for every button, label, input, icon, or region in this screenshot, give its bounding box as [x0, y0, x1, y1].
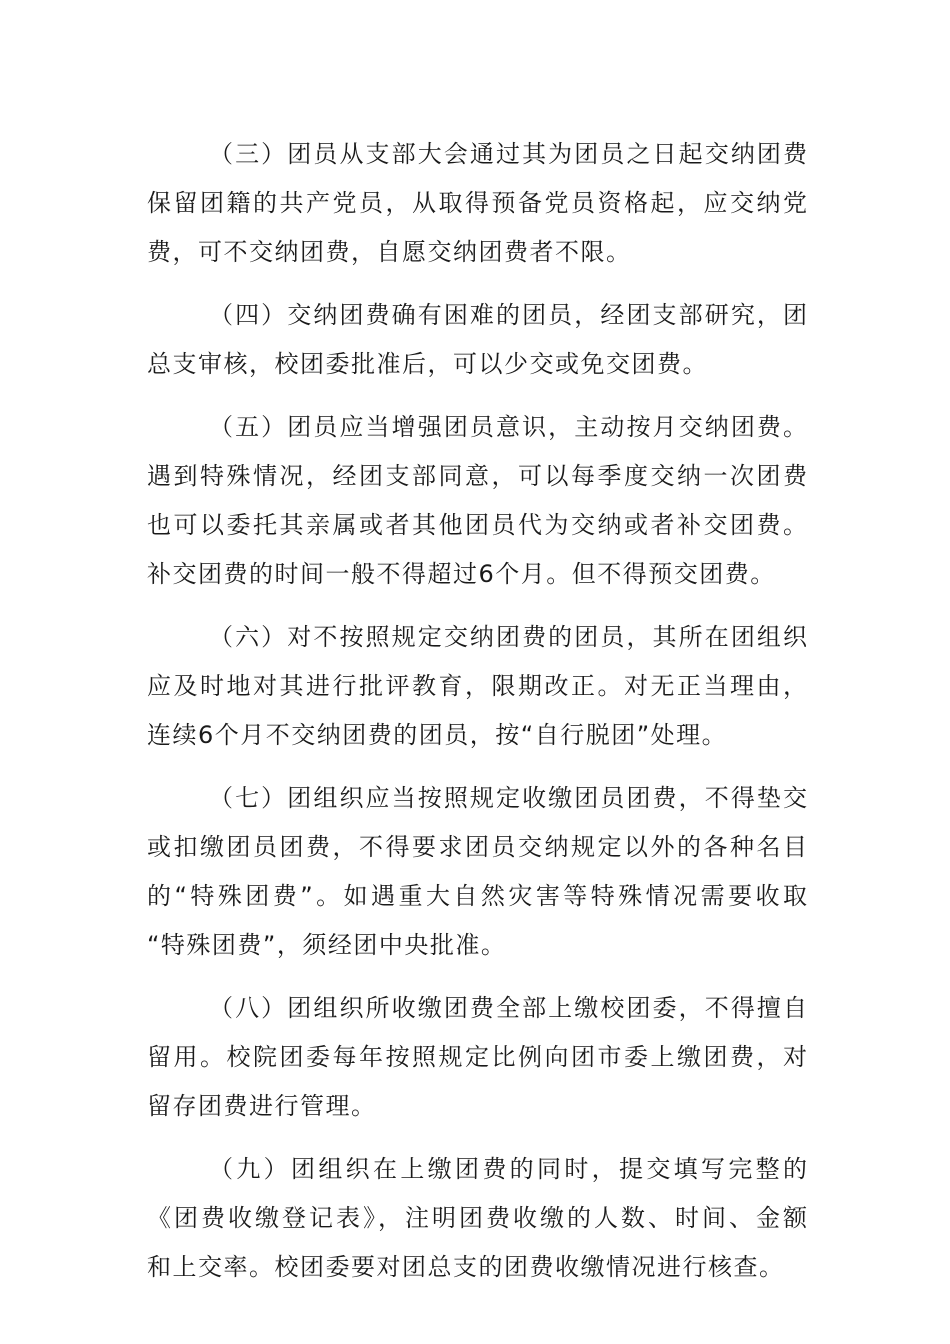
- paragraph-line: 应及时地对其进行批评教育，限期改正。对无正当理由，: [147, 672, 807, 700]
- paragraph-8: [147, 984, 807, 1131]
- paragraph-line: （四）交纳团费确有困难的团员，经团支部研究，团: [209, 301, 807, 329]
- paragraph-line: 保留团籍的共产党员，从取得预备党员资格起，应交纳党: [147, 189, 807, 217]
- paragraph-line: （三）团员从支部大会通过其为团员之日起交纳团费: [209, 140, 807, 168]
- paragraph-line: 和上交率。校团委要对团总支的团费收缴情况进行核查。: [147, 1253, 785, 1281]
- paragraph-9: [147, 1145, 807, 1292]
- paragraph-line: （六）对不按照规定交纳团费的团员，其所在团组织: [209, 623, 807, 651]
- paragraph-line: 留用。校院团委每年按照规定比例向团市委上缴团费，对: [147, 1043, 807, 1071]
- paragraph-3: [147, 130, 807, 277]
- paragraph-4: [147, 291, 807, 389]
- document-body: [147, 130, 807, 1306]
- paragraph-line: 总支审核，校团委批准后，可以少交或免交团费。: [147, 350, 708, 378]
- paragraph-6: [147, 613, 807, 760]
- paragraph-line: 《团费收缴登记表》，注明团费收缴的人数、时间、金额: [147, 1204, 807, 1232]
- paragraph-line: 费，可不交纳团费，自愿交纳团费者不限。: [147, 238, 632, 266]
- paragraph-line: 留存团费进行管理。: [147, 1092, 377, 1120]
- paragraph-line: “特殊团费”，须经团中央批准。: [147, 931, 507, 959]
- paragraph-5: [147, 403, 807, 599]
- paragraph-line: （九）团组织在上缴团费的同时，提交填写完整的: [209, 1155, 807, 1183]
- paragraph-line: 遇到特殊情况，经团支部同意，可以每季度交纳一次团费: [147, 462, 807, 490]
- paragraph-line: 或扣缴团员团费，不得要求团员交纳规定以外的各种名目: [147, 833, 807, 861]
- paragraph-line: （八）团组织所收缴团费全部上缴校团委，不得擅自: [209, 994, 807, 1022]
- paragraph-7: [147, 774, 807, 970]
- paragraph-line: 也可以委托其亲属或者其他团员代为交纳或者补交团费。: [147, 511, 807, 539]
- paragraph-line: 补交团费的时间一般不得超过6个月。但不得预交团费。: [147, 560, 776, 588]
- paragraph-line: 连续6个月不交纳团费的团员，按“自行脱团”处理。: [147, 721, 728, 749]
- paragraph-line: （七）团组织应当按照规定收缴团员团费，不得垫交: [209, 784, 807, 812]
- paragraph-line: （五）团员应当增强团员意识，主动按月交纳团费。: [209, 413, 807, 441]
- paragraph-line: 的“特殊团费”。如遇重大自然灾害等特殊情况需要收取: [147, 882, 807, 910]
